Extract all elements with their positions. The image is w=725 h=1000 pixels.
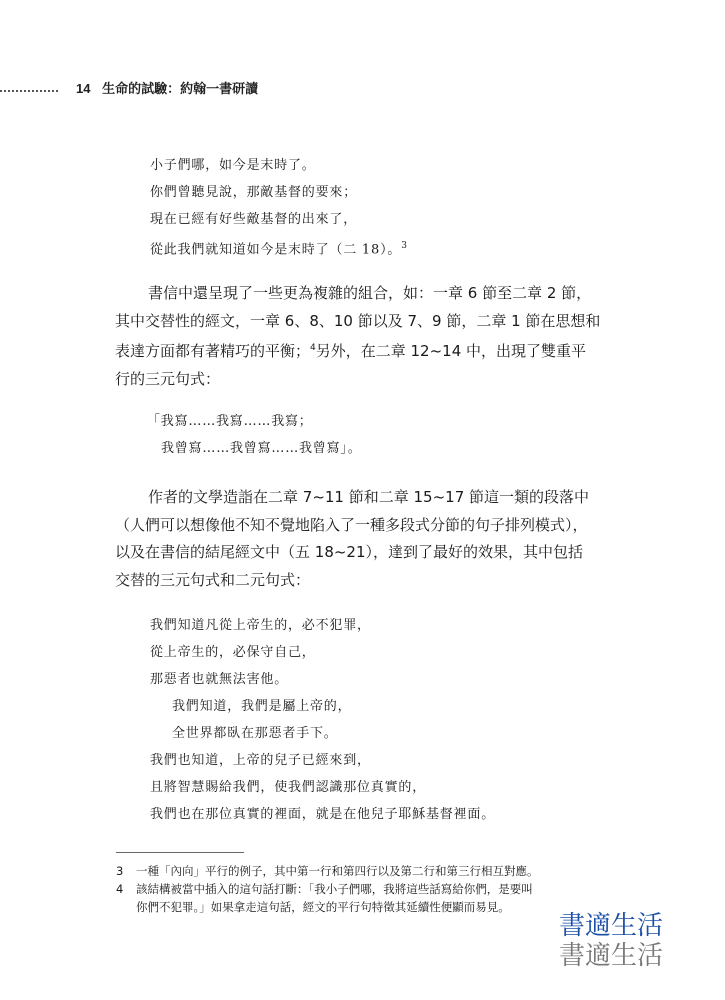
footnote-text: 該結構被當中插入的這句話打斷：「我小子們哪，我將這些話寫給你們，是要叫 bbox=[136, 882, 533, 896]
quote-line: 從上帝生的，必保守自己， bbox=[150, 645, 316, 660]
quote-line: 且將智慧賜給我們，使我們認識那位真實的， bbox=[150, 780, 427, 795]
publisher-watermark: 書適生活 bbox=[558, 911, 663, 941]
quote-line: 我們知道，我們是屬上帝的， bbox=[172, 699, 352, 714]
scripture-quote-3 bbox=[150, 612, 495, 828]
prose-line: 書信中還呈現了一些更為複雜的組合，如：一章 6 節至二章 2 節， bbox=[148, 284, 592, 302]
footnote-text: 一種「內向」平行的例子，其中第一行和第四行以及第二行和第三行相互對應。 bbox=[136, 864, 539, 878]
quote-line: 小子們哪，如今是末時了。 bbox=[150, 158, 316, 173]
running-header bbox=[76, 78, 258, 97]
prose-line: 其中交替性的經文，一章 6、8、10 節以及 7、9 節，二章 1 節在思想和 bbox=[115, 311, 601, 330]
footnote-4 bbox=[116, 880, 539, 916]
prose-line: 行的三元句式： bbox=[115, 369, 221, 388]
footnote-ref-3: 3 bbox=[401, 241, 408, 251]
quote-line: 我們也知道，上帝的兒子已經來到， bbox=[150, 753, 371, 768]
footnote-number: 3 bbox=[116, 864, 124, 878]
footnote-divider bbox=[116, 852, 244, 853]
prose-line: 交替的三元句式和二元句式： bbox=[115, 570, 311, 589]
quote-line: 「我寫……我寫……我寫； bbox=[147, 414, 313, 429]
footnote-ref-4: 4 bbox=[310, 343, 316, 353]
quote-line-text: 從此我們就知道如今是末時了（二 18）。 bbox=[150, 242, 402, 258]
footnotes bbox=[116, 862, 539, 916]
prose-line: 以及在書信的結尾經文中（五 18~21），達到了最好的效果，其中包括 bbox=[115, 543, 584, 561]
quote-line: 現在已經有好些敵基督的出來了， bbox=[150, 212, 358, 227]
paragraph-2 bbox=[115, 484, 610, 594]
quote-line: 我們知道凡從上帝生的，必不犯罪， bbox=[150, 618, 371, 633]
prose-text: 表達方面都有著精巧的平衡； bbox=[115, 342, 311, 360]
prose-line: （人們可以想像他不知不覺地陷入了一種多段式分節的句子排列模式）， bbox=[115, 515, 588, 534]
scripture-quote-1 bbox=[150, 152, 408, 263]
quote-line: 我曾寫……我曾寫……我曾寫」。 bbox=[161, 441, 362, 456]
footnote-3 bbox=[116, 862, 539, 880]
prose-line: 作者的文學造詣在二章 7~11 節和二章 15~17 節這一類的段落中 bbox=[148, 488, 590, 506]
prose-text: 另外，在二章 12~14 中，出現了雙重平 bbox=[315, 342, 587, 360]
book-title: 生命的試驗：約翰一書研讀 bbox=[102, 81, 259, 96]
quote-line: 全世界都臥在那惡者手下。 bbox=[172, 726, 338, 741]
publisher-watermark-shadow: 書適生活 bbox=[558, 941, 663, 971]
quote-line bbox=[150, 233, 408, 263]
quote-line: 你們曾聽見說，那敵基督的要來； bbox=[150, 185, 358, 200]
scripture-quote-2 bbox=[147, 408, 362, 462]
page-number: 14 bbox=[76, 81, 91, 96]
quote-line: 我們也在那位真實的裡面，就是在他兒子耶穌基督裡面。 bbox=[150, 807, 496, 822]
footnote-number: 4 bbox=[116, 882, 124, 896]
header-rule-dotted bbox=[0, 90, 58, 92]
footnote-text-continued: 你們不犯罪。」如果拿走這句話，經文的平行句特徵其延續性便顯而易見。 bbox=[136, 900, 510, 914]
quote-line: 那惡者也就無法害他。 bbox=[150, 672, 289, 687]
paragraph-1 bbox=[115, 280, 610, 393]
prose-line bbox=[115, 335, 610, 366]
